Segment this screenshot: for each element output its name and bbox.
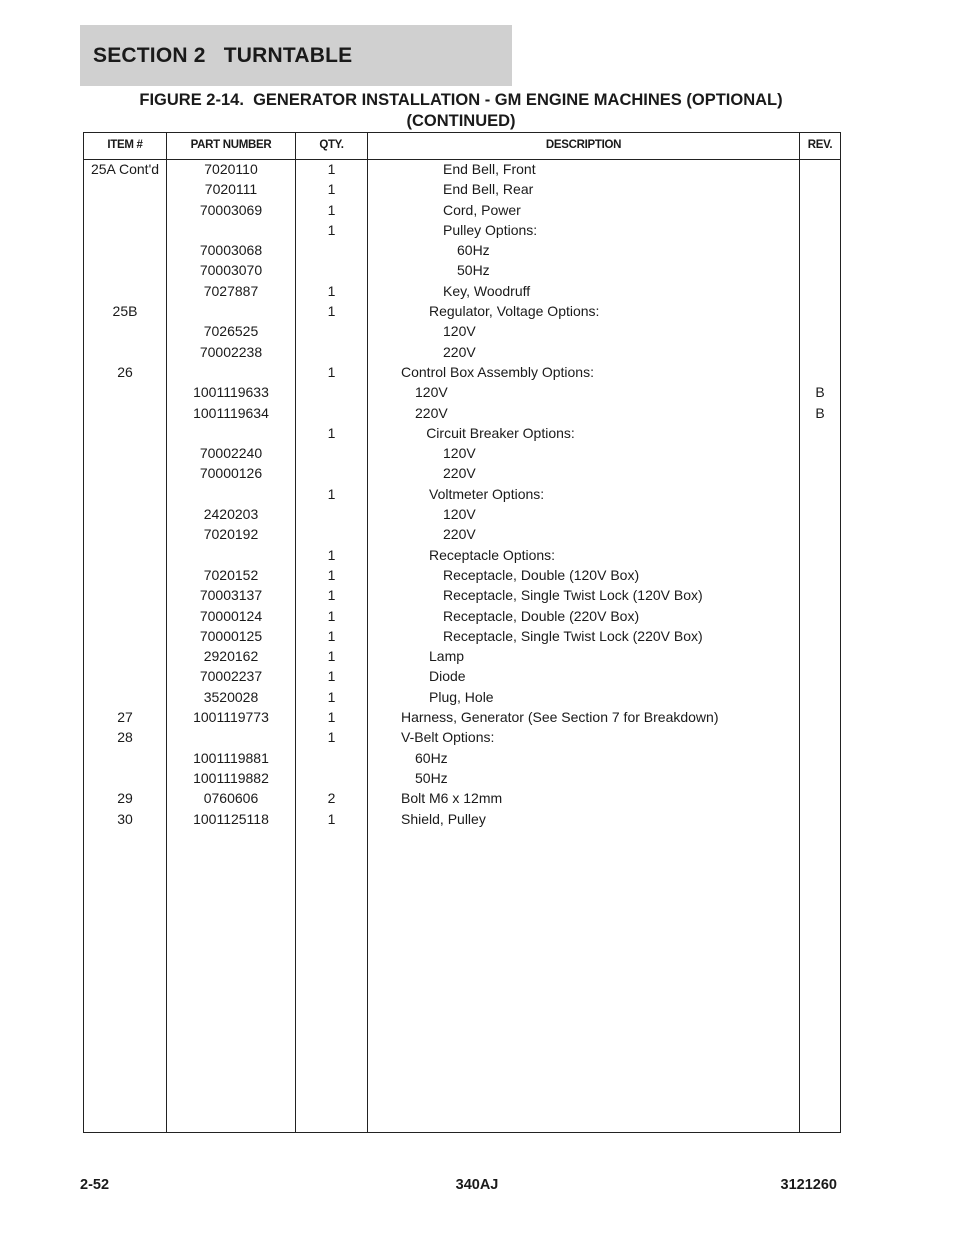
item-cell: 30 xyxy=(117,810,133,827)
qty-cell: 1 xyxy=(327,566,336,583)
table-row xyxy=(84,727,840,747)
item-cell: 29 xyxy=(117,790,133,807)
description-cell: Receptacle, Single Twist Lock (220V Box) xyxy=(443,627,703,644)
description-cell: Diode xyxy=(429,668,466,685)
qty-cell: 1 xyxy=(327,485,336,502)
description-cell: Key, Woodruff xyxy=(443,282,531,299)
description-cell: 60Hz xyxy=(457,242,490,259)
table-row xyxy=(84,788,840,808)
table-row xyxy=(84,342,840,362)
table-row xyxy=(84,809,840,829)
table-row xyxy=(84,666,840,686)
part-number-cell: 7020110 xyxy=(204,161,258,177)
table-row xyxy=(84,524,840,544)
header-qty: QTY. xyxy=(319,139,344,151)
description-cell: End Bell, Rear xyxy=(443,181,534,198)
description-cell: Shield, Pulley xyxy=(401,810,486,827)
table-row xyxy=(84,463,840,483)
qty-cell: 1 xyxy=(327,424,336,441)
table-row xyxy=(84,281,840,301)
description-cell: Receptacle Options: xyxy=(429,546,556,563)
part-number-cell: 2920162 xyxy=(203,648,259,665)
figure-title-line-2: (CONTINUED) xyxy=(406,112,516,130)
table-row xyxy=(84,423,840,443)
part-number-cell: 0760606 xyxy=(203,790,259,807)
part-number-cell: 70000124 xyxy=(199,607,263,624)
part-number-cell: 70002240 xyxy=(199,445,263,462)
part-number-cell: 70003070 xyxy=(199,262,263,279)
description-cell: 220V xyxy=(443,343,476,360)
qty-cell: 1 xyxy=(327,587,336,604)
description-cell: Harness, Generator (See Section 7 for Breakdown) xyxy=(401,709,719,726)
rev-cell: B xyxy=(815,404,825,421)
qty-cell: 1 xyxy=(327,810,336,827)
item-cell: 26 xyxy=(117,363,133,380)
part-number-cell: 7020192 xyxy=(203,526,259,543)
description-cell: Receptacle, Single Twist Lock (120V Box) xyxy=(443,587,703,604)
document-number: 3121260 xyxy=(780,1177,837,1193)
table-row xyxy=(84,260,840,280)
table-row xyxy=(84,179,840,199)
header-rev: REV. xyxy=(807,139,833,151)
table-row xyxy=(84,707,840,727)
item-cell: 25B xyxy=(112,303,138,320)
description-cell: 50Hz xyxy=(415,769,448,786)
figure-title-line-1: FIGURE 2-14. GENERATOR INSTALLATION - GM ENGINE MACHINES (OPTIONAL) xyxy=(139,91,783,109)
qty-cell: 1 xyxy=(327,627,336,644)
description-cell: 50Hz xyxy=(457,262,490,279)
parts-table xyxy=(83,132,841,1133)
part-number-cell: 70002237 xyxy=(199,668,263,685)
part-number-cell: 70000126 xyxy=(199,465,263,482)
part-number-cell: 7020111 xyxy=(204,181,258,198)
table-row xyxy=(84,321,840,341)
table-row xyxy=(84,159,840,179)
table-row xyxy=(84,403,840,423)
qty-cell: 1 xyxy=(327,221,336,238)
qty-cell: 2 xyxy=(327,790,336,807)
description-cell: 120V xyxy=(443,323,476,340)
description-cell: 60Hz xyxy=(415,749,448,766)
table-row xyxy=(84,504,840,524)
table-row xyxy=(84,606,840,626)
part-number-cell: 1001119773 xyxy=(193,709,269,726)
rev-cell: B xyxy=(815,384,825,401)
part-number-cell: 7020152 xyxy=(203,566,259,583)
part-number-cell: 1001125118 xyxy=(193,810,269,827)
part-number-cell: 1001119881 xyxy=(193,749,269,766)
qty-cell: 1 xyxy=(327,688,336,705)
table-row xyxy=(84,200,840,220)
header-item: ITEM # xyxy=(107,139,143,151)
description-cell: 120V xyxy=(415,384,448,401)
part-number-cell: 3520028 xyxy=(203,688,259,705)
part-number-cell: 7026525 xyxy=(203,323,259,340)
description-cell: Receptacle, Double (120V Box) xyxy=(443,566,640,583)
part-number-cell: 70003069 xyxy=(199,201,263,218)
description-cell: 120V xyxy=(443,445,476,462)
part-number-cell: 1001119634 xyxy=(193,404,269,421)
table-row xyxy=(84,646,840,666)
description-cell: 220V xyxy=(415,404,448,421)
qty-cell: 1 xyxy=(327,363,336,380)
section-title: SECTION 2 TURNTABLE xyxy=(93,44,353,67)
qty-cell: 1 xyxy=(327,201,336,218)
description-cell: Bolt M6 x 12mm xyxy=(401,790,503,807)
table-row xyxy=(84,301,840,321)
header-part-number: PART NUMBER xyxy=(190,139,272,151)
part-number-cell: 2420203 xyxy=(203,506,259,523)
header-description: DESCRIPTION xyxy=(545,139,622,151)
table-row xyxy=(84,220,840,240)
part-number-cell: 70003137 xyxy=(199,587,263,604)
description-cell: Plug, Hole xyxy=(429,688,494,705)
item-cell: 28 xyxy=(117,729,133,746)
description-cell: V-Belt Options: xyxy=(401,729,495,746)
qty-cell: 1 xyxy=(327,546,336,563)
description-cell: End Bell, Front xyxy=(443,161,536,177)
model-number: 340AJ xyxy=(455,1177,499,1193)
description-cell: Voltmeter Options: xyxy=(429,485,545,502)
description-cell: Regulator, Voltage Options: xyxy=(429,303,600,320)
table-row xyxy=(84,443,840,463)
description-cell: 220V xyxy=(443,526,476,543)
table-row xyxy=(84,484,840,504)
table-row xyxy=(84,626,840,646)
part-number-cell: 1001119633 xyxy=(193,384,269,401)
qty-cell: 1 xyxy=(327,709,336,726)
part-number-cell: 7027887 xyxy=(203,282,259,299)
qty-cell: 1 xyxy=(327,181,336,198)
table-row xyxy=(84,687,840,707)
table-row xyxy=(84,362,840,382)
table-row xyxy=(84,240,840,260)
page-number: 2-52 xyxy=(80,1177,110,1193)
description-cell: 220V xyxy=(443,465,476,482)
description-cell: Control Box Assembly Options: xyxy=(401,363,594,380)
part-number-cell: 70000125 xyxy=(199,627,263,644)
item-cell: 27 xyxy=(117,709,133,726)
description-cell: Receptacle, Double (220V Box) xyxy=(443,607,640,624)
part-number-cell: 1001119882 xyxy=(193,769,269,786)
section-header xyxy=(80,25,512,86)
qty-cell: 1 xyxy=(327,303,336,320)
table-row xyxy=(84,748,840,768)
table-body xyxy=(84,159,840,829)
part-number-cell: 70002238 xyxy=(199,343,263,360)
qty-cell: 1 xyxy=(327,668,336,685)
description-cell: Pulley Options: xyxy=(443,221,538,238)
table-row xyxy=(84,768,840,788)
part-number-cell: 70003068 xyxy=(199,242,263,259)
table-row xyxy=(84,545,840,565)
qty-cell: 1 xyxy=(327,161,336,177)
description-cell: Cord, Power xyxy=(443,201,521,218)
qty-cell: 1 xyxy=(327,607,336,624)
table-row xyxy=(84,585,840,605)
table-row xyxy=(84,382,840,402)
qty-cell: 1 xyxy=(327,729,336,746)
figure-title xyxy=(80,90,842,132)
qty-cell: 1 xyxy=(327,648,336,665)
item-cell: 25A Cont'd xyxy=(90,161,160,177)
qty-cell: 1 xyxy=(327,282,336,299)
description-cell: Lamp xyxy=(429,648,465,665)
description-cell: Circuit Breaker Options: xyxy=(426,424,575,441)
table-row xyxy=(84,565,840,585)
description-cell: 120V xyxy=(443,506,476,523)
